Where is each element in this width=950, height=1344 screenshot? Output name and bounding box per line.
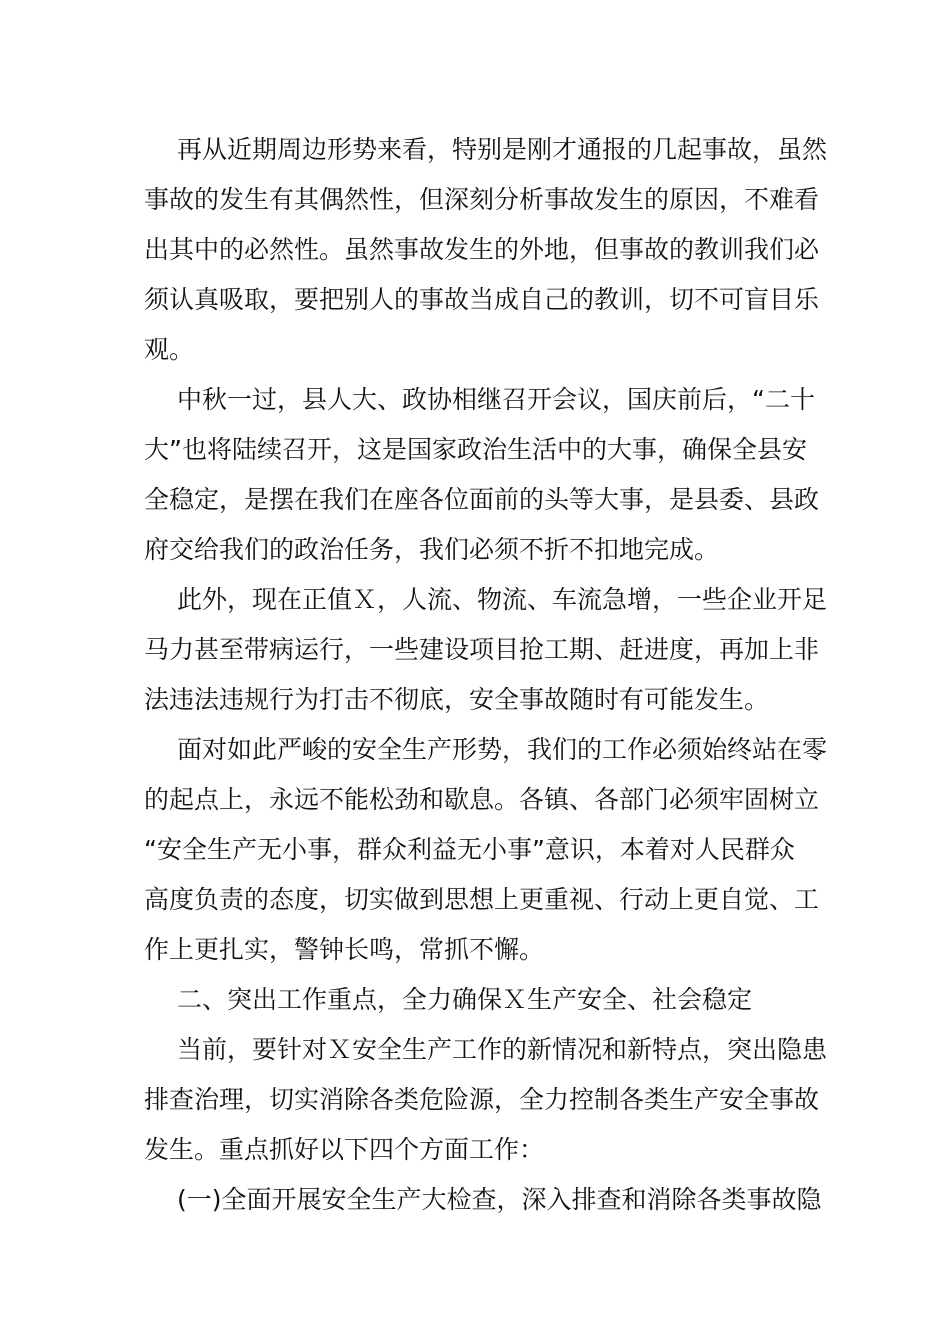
subsection-heading: (一)全面开展安全生产大检查，深入排查和消除各类事故隐 bbox=[177, 1185, 822, 1214]
section-heading: 二、突出工作重点，全力确保Ｘ生产安全、社会稳定 bbox=[177, 985, 753, 1014]
text-line: 法违法违规行为打击不彻底，安全事故随时有可能发生。 bbox=[144, 685, 770, 714]
text-line: 大”也将陆续召开，这是国家政治生活中的大事，确保全县安 bbox=[144, 435, 807, 464]
text-line: 府交给我们的政治任务，我们必须不折不扣地完成。 bbox=[144, 535, 720, 564]
paragraph-safety-awareness bbox=[144, 725, 828, 975]
paragraph-current-focus bbox=[144, 1025, 828, 1175]
text-line: 事故的发生有其偶然性，但深刻分析事故发生的原因，不难看 bbox=[144, 185, 820, 214]
text-line: 中秋一过，县人大、政协相继召开会议，国庆前后，“二十 bbox=[177, 385, 815, 414]
text-line: 当前，要针对Ｘ安全生产工作的新情况和新特点，突出隐患 bbox=[177, 1035, 828, 1064]
text-line: “安全生产无小事，群众利益无小事”意识，本着对人民群众 bbox=[144, 835, 795, 864]
text-line: 高度负责的态度，切实做到思想上更重视、行动上更自觉、工 bbox=[144, 885, 820, 914]
subsection-heading-1 bbox=[144, 1175, 822, 1225]
text-line: 出其中的必然性。虽然事故发生的外地，但事故的教训我们必 bbox=[144, 235, 820, 264]
text-line: 再从近期周边形势来看，特别是刚才通报的几起事故，虽然 bbox=[177, 135, 828, 164]
text-line: 此外，现在正值Ｘ，人流、物流、车流急增，一些企业开足 bbox=[177, 585, 828, 614]
text-line: 的起点上，永远不能松劲和歇息。各镇、各部门必须牢固树立 bbox=[144, 785, 820, 814]
text-line: 面对如此严峻的安全生产形势，我们的工作必须始终站在零 bbox=[177, 735, 828, 764]
paragraph-political-events bbox=[144, 375, 820, 575]
text-line: 全稳定，是摆在我们在座各位面前的头等大事，是县委、县政 bbox=[144, 485, 820, 514]
text-line: 观。 bbox=[144, 335, 195, 364]
text-line: 马力甚至带病运行，一些建设项目抢工期、赶进度，再加上非 bbox=[144, 635, 820, 664]
paragraph-traffic-risk bbox=[144, 575, 828, 725]
document-body bbox=[144, 125, 828, 1225]
text-line: 排查治理，切实消除各类危险源，全力控制各类生产安全事故 bbox=[144, 1085, 820, 1114]
section-heading-2 bbox=[144, 975, 808, 1025]
paragraph-situation-analysis bbox=[144, 125, 828, 375]
text-line: 须认真吸取，要把别人的事故当成自己的教训，切不可盲目乐 bbox=[144, 285, 820, 314]
text-line: 发生。重点抓好以下四个方面工作： bbox=[144, 1135, 545, 1164]
text-line: 作上更扎实，警钟长鸣，常抓不懈。 bbox=[144, 935, 545, 964]
